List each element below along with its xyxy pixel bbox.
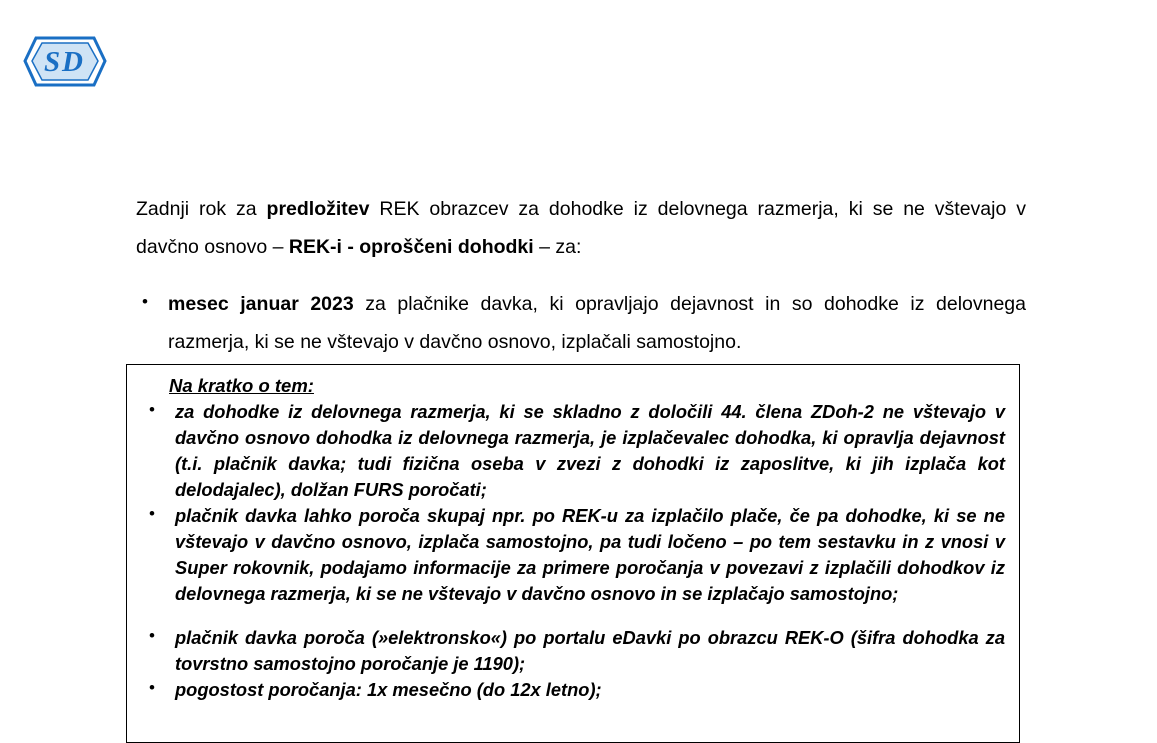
intro-bold-1: predložitev [266,197,370,220]
list-item: • za dohodke iz delovnega razmerja, ki se skladno z določili 44. člena ZDoh-2 ne vštevajo v davčno osnovo dohodka iz delovnega razmerja, je izplačevalec dohodka, ki opravlja dejavnost (t.i. plačnik davka; tudi fizična oseba v zvezi z dohodki iz zaposlitve, ki jih izplača kot delodajalec), dolžan FURS poročati; [139,399,1005,503]
intro-bullet-list [136,285,1026,361]
list-item: • pogostost poročanja: 1x mesečno (do 12x letno); [139,677,1005,703]
svg-text:S: S [44,46,61,78]
svg-text:D: D [62,46,83,78]
list-spacer [139,607,1005,625]
intro-suffix: – za: [533,235,582,258]
intro-mid-1: REK obrazcev za dohodke iz delovnega razmerja, ki se ne vštevajo v davčno osnovo – [136,197,1026,258]
list-item: • plačnik davka poroča (»elektronsko«) po portalu eDavki po obrazcu REK-O (šifra dohodka za tovrstno samostojno poročanje je 1190); [139,625,1005,677]
intro-bullet-text: za plačnike davka, ki opravljajo dejavnost in so dohodke iz delovnega razmerja, ki se ne vštevajo v davčno osnovo, izplačali samostojno. [168,293,1027,354]
summary-box [126,364,1020,743]
intro-prefix: Zadnji rok za [136,197,267,220]
summary-box-list [139,399,1005,703]
document-body [136,170,1026,361]
intro-bullet-bold: mesec januar 2023 [168,293,354,316]
list-item [136,285,1026,361]
summary-box-title: Na kratko o tem: [169,375,314,396]
intro-bold-2: REK-i - oproščeni dohodki [288,235,534,258]
list-item: • plačnik davka lahko poroča skupaj npr. po REK-u za izplačilo plače, če pa dohodke, ki se ne vštevajo v davčno osnovo, izplača samostojno, pa tudi ločeno – po tem sestavku in z vnosi v Super rokovnik, podajamo informacije za primere poročanja v povezavi z izplačili dohodkov iz delovnega razmerja, ki se ne vštevajo v davčno osnovo in se izplačajo samostojno; [139,503,1005,607]
sd-logo [22,30,108,92]
intro-paragraph [136,190,1026,266]
